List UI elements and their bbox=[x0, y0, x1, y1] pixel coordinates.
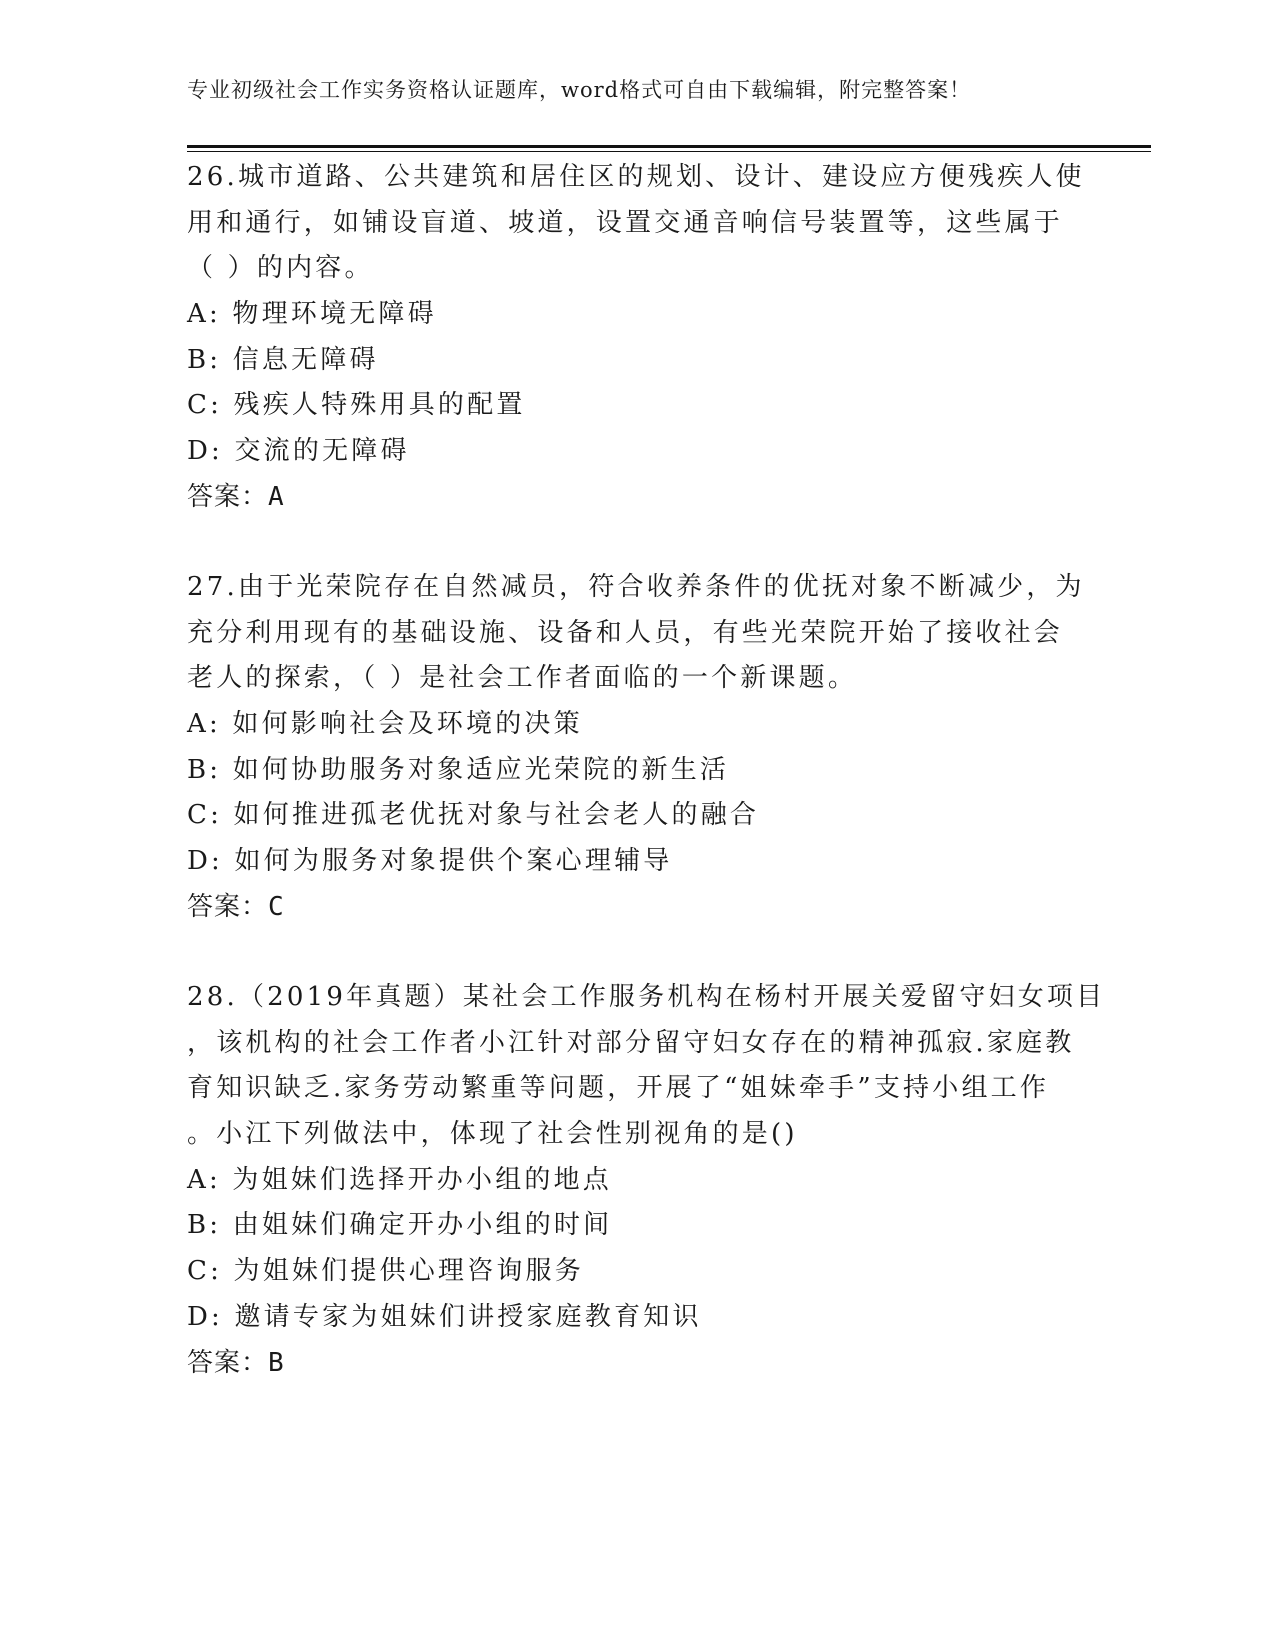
header-rule-thick bbox=[187, 145, 1151, 148]
question-26 bbox=[187, 155, 1087, 521]
option-b: B: 信息无障碍 bbox=[187, 344, 379, 375]
question-stem-line: 充分利用现有的基础设施、设备和人员，有些光荣院开始了接收社会 bbox=[187, 617, 1064, 648]
option-d: D: 如何为服务对象提供个案心理辅导 bbox=[187, 846, 673, 877]
question-stem-line: 用和通行，如铺设盲道、坡道，设置交通音响信号装置等，这些属于 bbox=[187, 207, 1064, 238]
answer-label: 答案： bbox=[187, 481, 269, 512]
answer-line bbox=[187, 1341, 1087, 1387]
answer-value: B bbox=[268, 1347, 285, 1378]
question-stem-line: （ ）的内容。 bbox=[187, 253, 374, 284]
option-a: A: 物理环境无障碍 bbox=[187, 299, 437, 330]
question-stem-line: 26.城市道路、公共建筑和居住区的规划、设计、建设应方便残疾人使 bbox=[187, 162, 1085, 192]
question-stem-line: 育知识缺乏.家务劳动繁重等问题，开展了“姐妹牵手”支持小组工作 bbox=[187, 1073, 1050, 1104]
question-stem-line: 老人的探索，（ ）是社会工作者面临的一个新课题。 bbox=[187, 663, 858, 694]
question-stem-line: 28.（2019年真题）某社会工作服务机构在杨村开展关爱留守妇女项目 bbox=[187, 982, 1106, 1012]
answer-label: 答案： bbox=[187, 1347, 269, 1378]
answer-line bbox=[187, 475, 1087, 521]
question-28 bbox=[187, 975, 1106, 1386]
option-a: A: 为姐妹们选择开办小组的地点 bbox=[187, 1164, 613, 1195]
option-d: D: 交流的无障碍 bbox=[187, 436, 410, 467]
option-d: D: 邀请专家为姐妹们讲授家庭教育知识 bbox=[187, 1301, 702, 1332]
question-stem-line: 。小江下列做法中，体现了社会性别视角的是() bbox=[187, 1119, 798, 1150]
option-a: A: 如何影响社会及环境的决策 bbox=[187, 709, 583, 740]
question-27 bbox=[187, 565, 1087, 931]
option-c: C: 如何推进孤老优抚对象与社会老人的融合 bbox=[187, 800, 760, 831]
page-header: 专业初级社会工作实务资格认证题库，word格式可自由下载编辑，附完整答案！ bbox=[187, 78, 972, 102]
question-stem-line: ，该机构的社会工作者小江针对部分留守妇女存在的精神孤寂.家庭教 bbox=[187, 1027, 1075, 1058]
answer-line bbox=[187, 885, 1087, 931]
option-c: C: 为姐妹们提供心理咨询服务 bbox=[187, 1256, 584, 1287]
answer-label: 答案： bbox=[187, 891, 269, 922]
option-b: B: 如何协助服务对象适应光荣院的新生活 bbox=[187, 754, 730, 785]
option-b: B: 由姐妹们确定开办小组的时间 bbox=[187, 1210, 613, 1241]
option-c: C: 残疾人特殊用具的配置 bbox=[187, 390, 526, 421]
answer-value: C bbox=[268, 891, 285, 922]
answer-value: A bbox=[268, 481, 285, 512]
question-stem-line: 27.由于光荣院存在自然减员，符合收养条件的优抚对象不断减少，为 bbox=[187, 572, 1085, 602]
header-rule-thin bbox=[187, 151, 1151, 152]
